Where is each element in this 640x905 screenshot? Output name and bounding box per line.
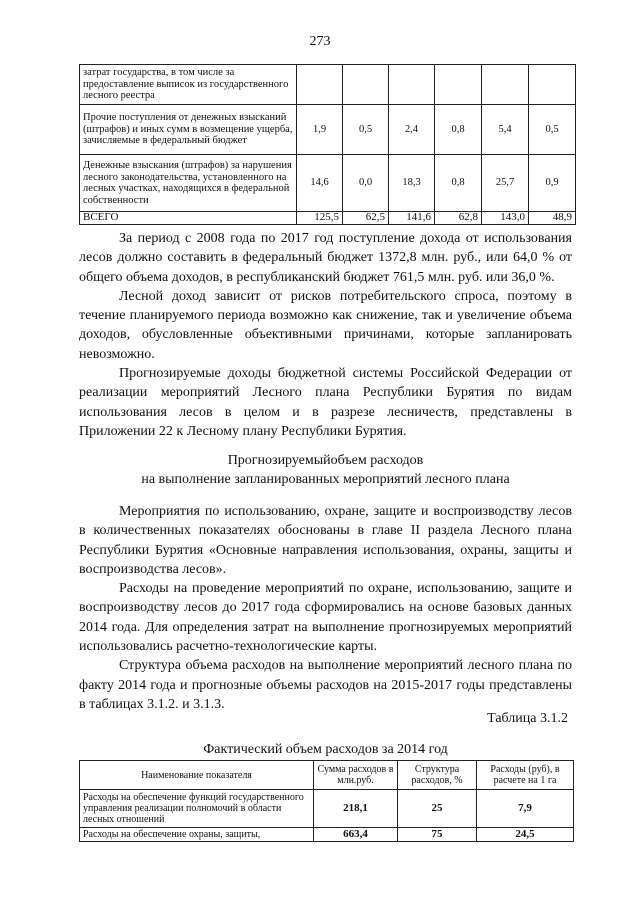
cell: 75 <box>398 828 477 842</box>
table-row <box>80 105 576 155</box>
table-label: Таблица 3.1.2 <box>487 711 568 726</box>
cell: 125,5 <box>297 212 343 225</box>
header-name: Наименование показателя <box>80 761 314 790</box>
cell: 25,7 <box>482 155 529 212</box>
cell: 14,6 <box>297 155 343 212</box>
section-heading <box>79 451 572 489</box>
paragraph: Структура объема расходов на выполнение мероприятий лесного плана по факту 2014 года и прогнозные объемы расходов на 2015-2017 годы представлены в таблицах 3.1.2. и 3.1.3. <box>79 658 572 712</box>
paragraph: За период с 2008 года по 2017 год поступление дохода от использования лесов должно составить в федеральный бюджет 1372,8 млн. руб., или 64,0 % от общего объема доходов, в республиканский бюджет 761,5 млн. руб. или 36,0 %. <box>79 231 572 285</box>
body-text-1 <box>79 229 572 441</box>
cell: 48,9 <box>529 212 576 225</box>
cell: 62,8 <box>435 212 482 225</box>
page-number: 273 <box>309 34 331 49</box>
header-structure: Структура расходов, % <box>398 761 477 790</box>
cell: 0,5 <box>529 105 576 155</box>
header-per-ha: Расходы (руб), в расчете на 1 га <box>477 761 574 790</box>
cell: 0,8 <box>435 105 482 155</box>
cell: 7,9 <box>477 790 574 828</box>
cell: 0,0 <box>343 155 389 212</box>
cell: 24,5 <box>477 828 574 842</box>
cell: 1,9 <box>297 105 343 155</box>
revenue-table <box>79 64 576 225</box>
row-label: ВСЕГО <box>80 212 297 225</box>
header-sum: Сумма расходов в млн.руб. <box>314 761 398 790</box>
cell <box>343 65 389 105</box>
cell: 0,8 <box>435 155 482 212</box>
paragraph: Прогнозируемые доходы бюджетной системы Российской Федерации от реализации мероприятий Лесного плана Республики Бурятия по видам использования лесов в целом и в разрезе лесничеств, представлены в Приложении 22 к Лесному плану Республики Бурятия. <box>79 366 572 439</box>
body-text-2 <box>79 502 572 714</box>
cell: 218,1 <box>314 790 398 828</box>
cell: 5,4 <box>482 105 529 155</box>
cell <box>482 65 529 105</box>
table-row <box>80 65 576 105</box>
row-label: Денежные взыскания (штрафов) за нарушения лесного законодательства, установленного на лесных участках, находящихся в федеральной собственности <box>80 155 297 212</box>
paragraph: Лесной доход зависит от рисков потребительского спроса, поэтому в течение планируемого периода возможно как снижение, так и увеличение объема доходов, обусловленные объективными причинами, которые запланировать невозможно. <box>79 288 572 362</box>
table-row-total <box>80 212 576 225</box>
table-row <box>80 155 576 212</box>
cell: 0,5 <box>343 105 389 155</box>
table-header-row <box>80 761 574 790</box>
cell <box>435 65 482 105</box>
table-title: Фактический объем расходов за 2014 год <box>203 742 448 757</box>
cell: 0,9 <box>529 155 576 212</box>
row-label: Прочие поступления от денежных взысканий (штрафов) и иных сумм в возмещение ущерба, зачисляемые в федеральный бюджет <box>80 105 297 155</box>
section-heading-line1: Прогнозируемыйобъем расходов <box>227 453 424 468</box>
expense-table <box>79 760 574 842</box>
cell: 663,4 <box>314 828 398 842</box>
cell: 141,6 <box>389 212 435 225</box>
cell <box>529 65 576 105</box>
cell: 2,4 <box>389 105 435 155</box>
cell: 18,3 <box>389 155 435 212</box>
cell <box>389 65 435 105</box>
cell: 25 <box>398 790 477 828</box>
cell <box>297 65 343 105</box>
row-label: Расходы на обеспечение охраны, защиты, <box>80 828 314 842</box>
paragraph: Расходы на проведение мероприятий по охране, использованию, защите и воспроизводству лесов до 2017 года сформировались на основе базовых данных 2014 года. Для определения затрат на выполнение прогнозируемых мероприятий использовались расчетно-технологические карты. <box>79 581 572 655</box>
table-row <box>80 790 574 828</box>
row-label: Расходы на обеспечение функций государственного управления реализации полномочий в области лесных отношений <box>80 790 314 828</box>
section-heading-line2: на выполнение запланированных мероприятий лесного плана <box>141 472 510 487</box>
cell: 143,0 <box>482 212 529 225</box>
paragraph: Мероприятия по использованию, охране, защите и воспроизводству лесов в количественных показателях обоснованы в главе II раздела Лесного плана Республики Бурятия «Основные направления использования, охраны, защиты и воспроизводства лесов». <box>79 504 572 577</box>
row-label: затрат государства, в том числе за предоставление выписок из государственного лесного реестра <box>80 65 297 105</box>
table-row <box>80 828 574 842</box>
cell: 62,5 <box>343 212 389 225</box>
